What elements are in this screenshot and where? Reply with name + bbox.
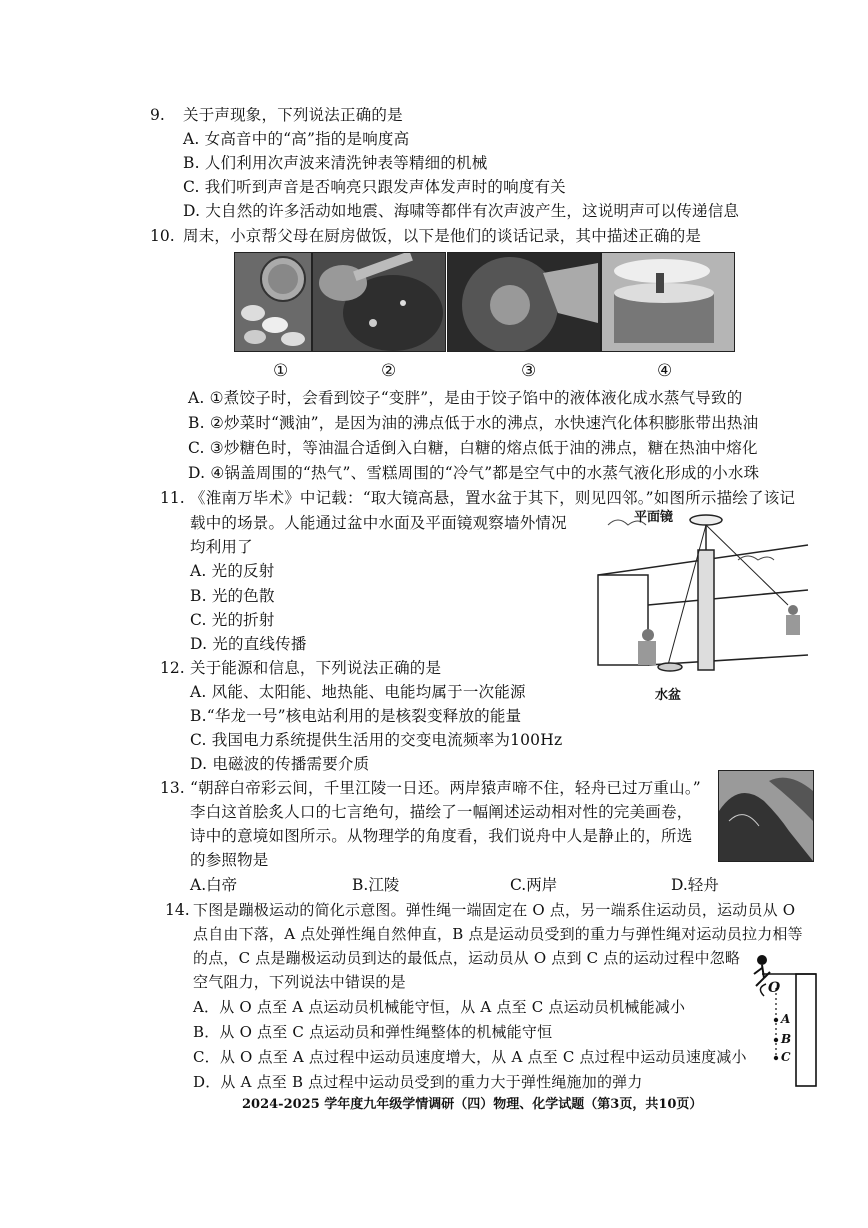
photo-label-4: ④ bbox=[657, 361, 673, 381]
q10-stem: 周末，小京帮父母在厨房做饭，以下是他们的谈话记录，其中描述正确的是 bbox=[183, 227, 702, 245]
photo-label-1: ① bbox=[273, 361, 289, 381]
point-c-label: C bbox=[781, 1050, 791, 1064]
q12-option-a: A. 风能、太阳能、地热能、电能均属于一次能源 bbox=[190, 683, 526, 701]
q14-stem-line1: 下图是蹦极运动的简化示意图。弹性绳一端固定在 O 点，另一端系住运动员，运动员从 O bbox=[193, 901, 796, 919]
photo-label-2: ② bbox=[381, 361, 397, 381]
q14-stem-line2: 点自由下落，A 点处弹性绳自然伸直，B 点是运动员受到的重力与弹性绳对运动员拉力相等 bbox=[193, 925, 803, 943]
q13-option-a: A.白帝 bbox=[190, 876, 238, 894]
mirror-basin-illustration bbox=[588, 505, 814, 685]
q11-stem-line2: 载中的场景。人能通过盆中水面及平面镜观察墙外情况 bbox=[190, 514, 567, 532]
q11-option-d: D. 光的直线传播 bbox=[190, 635, 307, 653]
q10-option-d: D. ④锅盖周围的“热气”、雪糕周围的“冷气”都是空气中的水蒸气液化形成的小水珠 bbox=[188, 464, 760, 482]
q9-option-c: C. 我们听到声音是否响亮只跟发声体发声时的响度有关 bbox=[183, 178, 566, 196]
mirror-label: 平面镜 bbox=[634, 510, 674, 525]
q13-stem-line4: 的参照物是 bbox=[190, 851, 269, 869]
photo-pot-steam bbox=[601, 252, 735, 352]
q11-option-a: A. 光的反射 bbox=[190, 562, 275, 580]
q9-option-b: B. 人们利用次声波来清洗钟表等精细的机械 bbox=[183, 154, 488, 172]
q9-option-d: D. 大自然的许多活动如地震、海啸等都伴有次声波产生，这说明声可以传递信息 bbox=[183, 202, 740, 220]
q12-stem: 关于能源和信息，下列说法正确的是 bbox=[190, 659, 442, 677]
point-o-label: O bbox=[768, 980, 781, 996]
q14-stem-line4: 空气阻力，下列说法中错误的是 bbox=[193, 973, 406, 991]
q11-stem-line3: 均利用了 bbox=[190, 538, 253, 556]
q10-option-a: A. ①煮饺子时，会看到饺子“变胖”，是由于饺子馅中的液体液化成水蒸气导致的 bbox=[188, 389, 743, 407]
q12-option-b: B.“华龙一号”核电站利用的是核裂变释放的能量 bbox=[190, 707, 522, 725]
photo-frying bbox=[312, 252, 446, 352]
q14-option-d: D．从 A 点至 B 点过程中运动员受到的重力大于弹性绳施加的弹力 bbox=[193, 1073, 643, 1091]
q9-option-a: A. 女高音中的“高”指的是响度高 bbox=[183, 130, 410, 148]
photo-boat-mountains bbox=[718, 770, 814, 862]
pot-image bbox=[602, 253, 734, 351]
photo-sugar bbox=[447, 252, 601, 352]
sugar-image bbox=[448, 253, 600, 351]
q13-option-d: D.轻舟 bbox=[671, 876, 719, 894]
boat-mountain-image bbox=[719, 771, 813, 861]
q13-stem-line2: 李白这首脍炙人口的七言绝句，描绘了一幅阐述运动相对性的完美画卷， bbox=[190, 803, 693, 821]
frying-image bbox=[313, 253, 445, 351]
q13-stem-line3: 诗中的意境如图所示。从物理学的角度看，我们说舟中人是静止的，所选 bbox=[190, 827, 693, 845]
photo-label-3: ③ bbox=[521, 361, 537, 381]
q14-option-c: C．从 O 点至 A 点过程中运动员速度增大，从 A 点至 C 点过程中运动员速度减小 bbox=[193, 1048, 747, 1066]
q14-option-b: B．从 O 点至 C 点运动员和弹性绳整体的机械能守恒 bbox=[193, 1023, 553, 1041]
q14-stem-line3: 的点，C 点是蹦极运动员到达的最低点，运动员从 O 点到 C 点的运动过程中忽略 bbox=[193, 949, 741, 967]
q12-option-d: D. 电磁波的传播需要介质 bbox=[190, 755, 370, 773]
q13-stem-line1: “朝辞白帝彩云间，千里江陵一日还。两岸猿声啼不住，轻舟已过万重山。” bbox=[190, 779, 701, 797]
q11-option-b: B. 光的色散 bbox=[190, 587, 275, 605]
point-b-label: B bbox=[781, 1032, 792, 1046]
q11-option-c: C. 光的折射 bbox=[190, 611, 275, 629]
q13-option-c: C.两岸 bbox=[510, 876, 558, 894]
q9-stem: 关于声现象，下列说法正确的是 bbox=[183, 106, 403, 124]
q10-option-b: B. ②炒菜时“溅油”，是因为油的沸点低于水的沸点，水快速汽化体积膨胀带出热油 bbox=[188, 414, 759, 432]
q12-number: 12. bbox=[160, 659, 185, 677]
q11-stem-line1: 《淮南万毕术》中记载：“取大镜高悬，置水盆于其下，则见四邻。”如图所示描绘了该记 bbox=[190, 489, 796, 507]
point-a-label: A bbox=[781, 1012, 791, 1026]
page-footer: 2024-2025 学年度九年级学情调研（四）物理、化学试题（第3页，共10页） bbox=[242, 1097, 703, 1112]
q10-number: 10. bbox=[150, 227, 175, 245]
q9-number: 9. bbox=[150, 106, 165, 124]
q14-number: 14. bbox=[165, 901, 190, 919]
q10-option-c: C. ③炒糖色时，等油温合适倒入白糖，白糖的熔点低于油的沸点，糖在热油中熔化 bbox=[188, 439, 758, 457]
q12-option-c: C. 我国电力系统提供生活用的交变电流频率为100Hz bbox=[190, 731, 563, 749]
photo-dumplings bbox=[234, 252, 312, 352]
dumpling-image bbox=[235, 253, 311, 351]
q13-option-b: B.江陵 bbox=[352, 876, 400, 894]
q14-option-a: A．从 O 点至 A 点运动员机械能守恒，从 A 点至 C 点运动员机械能减小 bbox=[193, 998, 686, 1016]
basin-label: 水盆 bbox=[655, 688, 682, 703]
q13-number: 13. bbox=[160, 779, 185, 797]
q11-number: 11. bbox=[160, 489, 185, 507]
